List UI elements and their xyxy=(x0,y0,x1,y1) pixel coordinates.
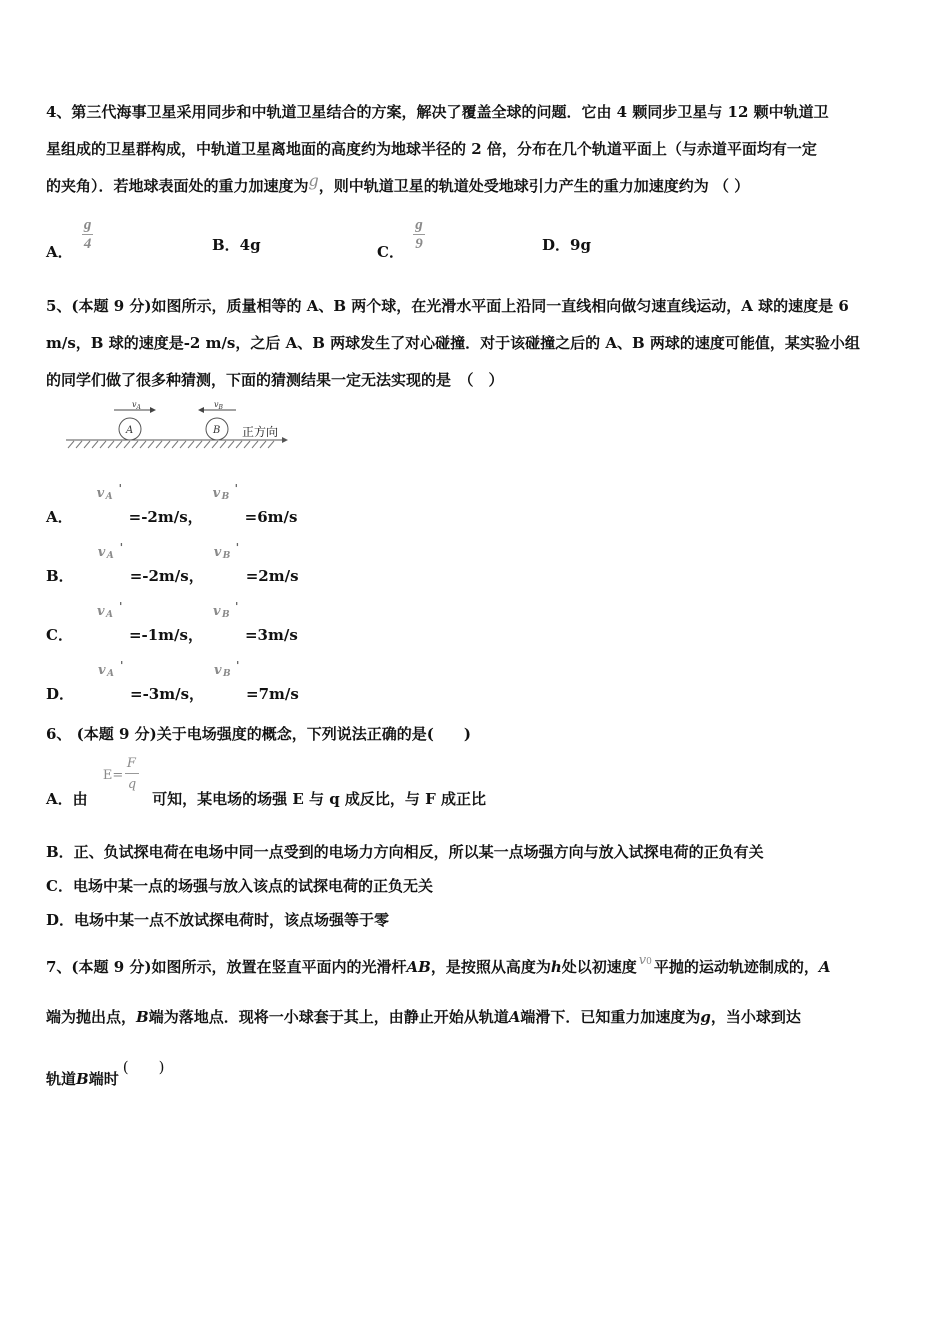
q6-stem: 6、 (本题 9 分)关于电场强度的概念，下列说法正确的是( ) xyxy=(46,725,471,743)
q4-option-a[interactable]: A． $\frac{g}{4}$ xyxy=(46,217,92,261)
va-prime-symbol: v A ' xyxy=(96,482,123,502)
q7-stem-line3: 轨道B端时( ) xyxy=(46,1058,165,1088)
collision-figure xyxy=(60,398,290,454)
ball-b-label: B xyxy=(213,425,221,436)
q4-option-c[interactable]: C． $\frac{g}{9}$ xyxy=(377,217,423,261)
fraction-g-over-9: $\frac{g}{9}$ xyxy=(415,217,423,252)
q6-option-a[interactable]: A．由 E= F q 可知，某电场的场强 E 与 q 成反比，与 F 成正比 xyxy=(46,756,487,808)
vb-prime-symbol: v B ' xyxy=(214,659,240,679)
answer-parentheses: ( ) xyxy=(122,1058,165,1076)
q6-option-d[interactable]: D．电场中某一点不放试探电荷时，该点场强等于零 xyxy=(46,911,390,929)
velocity-a-arrowhead xyxy=(150,407,156,413)
q4-stem-line3: 的夹角）．若地球表面处的重力加速度为g，则中轨道卫星的轨道处受地球引力产生的重力加速度约为 （ ） xyxy=(46,171,750,195)
q7-stem-line1: 7、(本题 9 分)如图所示，放置在竖直平面内的光滑杆AB，是按照从高度为h处以初速度 v0 平抛的运动轨迹制成的，A xyxy=(46,953,831,976)
q5-stem-line1: 5、(本题 9 分)如图所示，质量相等的 A、B 两个球，在光滑水平面上沿同一直线相向做匀速直线运动，A 球的速度是 6 xyxy=(46,297,849,315)
vb-prime-symbol: v B ' xyxy=(213,541,240,561)
q6-option-c[interactable]: C．电场中某一点的场强与放入该点的试探电荷的正负无关 xyxy=(46,877,433,895)
q5-option-a[interactable]: A． v A ' =-2m/s， v B ' =6m/s xyxy=(46,482,298,526)
velocity-b-arrowhead xyxy=(198,407,204,413)
g-symbol: g xyxy=(308,171,319,190)
q5-option-c[interactable]: C． v A ' =-1m/s， v B ' =3m/s xyxy=(46,600,298,644)
q5-stem-line3: 的同学们做了很多种猜测，下面的猜测结果一定无法实现的是 （ ） xyxy=(46,371,504,389)
fraction-g-over-4: $\frac{g}{4}$ xyxy=(83,217,92,252)
q6-option-b[interactable]: B．正、负试探电荷在电场中同一点受到的电场力方向相反，所以某一点场强方向与放入试探电荷的正负有关 xyxy=(46,843,764,861)
q4-stem-line2: 星组成的卫星群构成，中轨道卫星离地面的高度约为地球半径的 2 倍，分布在几个轨道平面上（与赤道平面均有一定 xyxy=(46,140,817,158)
velocity-b-label: $v_B$ xyxy=(214,400,223,411)
vb-prime-symbol: v B ' xyxy=(212,600,239,620)
q5-stem-line2: m/s，B 球的速度是-2 m/s，之后 A、B 两球发生了对心碰撞．对于该碰撞之后的 A、B 两球的速度可能值，某实验小组 xyxy=(46,334,860,352)
q4-option-b[interactable]: B．4g xyxy=(212,236,261,254)
vb-prime-symbol: v B ' xyxy=(212,482,239,502)
q4-stem-line1: 4、第三代海事卫星采用同步和中轨道卫星结合的方案，解决了覆盖全球的问题．它由 4 颗同步卫星与 12 颗中轨道卫 xyxy=(46,103,829,121)
velocity-a-label: $v_A$ xyxy=(132,400,141,411)
formula-e-equals-f-over-q: E= F q xyxy=(103,782,147,804)
va-prime-symbol: v A ' xyxy=(98,659,124,679)
ground-arrowhead xyxy=(282,437,288,443)
q4-option-d[interactable]: D．9g xyxy=(542,236,591,254)
ball-a-label: A xyxy=(126,425,134,436)
q5-option-b[interactable]: B． v A ' =-2m/s， v B ' =2m/s xyxy=(46,541,299,585)
q7-stem-line2: 端为抛出点，B端为落地点．现将一小球套于其上，由静止开始从轨道A端滑下．已知重力加速度为g，当小球到达 xyxy=(46,1008,801,1026)
v0-symbol: v0 xyxy=(638,953,652,968)
va-prime-symbol: v A ' xyxy=(96,600,123,620)
q5-option-d[interactable]: D． v A ' =-3m/s， v B ' =7m/s xyxy=(46,659,299,703)
va-prime-symbol: v A ' xyxy=(97,541,124,561)
ground-hatching xyxy=(68,441,274,448)
positive-direction-label: 正方向 xyxy=(242,425,279,439)
